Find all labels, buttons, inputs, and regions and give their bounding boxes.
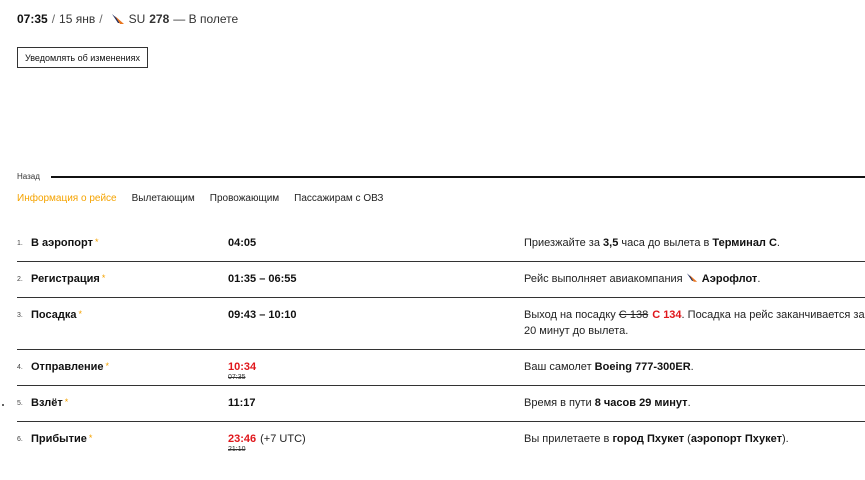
back-row bbox=[17, 171, 865, 183]
aeroflot-logo-icon bbox=[111, 13, 125, 25]
info-tabs bbox=[17, 193, 398, 204]
tab-departing[interactable]: Вылетающим bbox=[131, 193, 195, 204]
step-takeoff bbox=[17, 386, 865, 422]
step-number: 3. bbox=[17, 312, 23, 319]
step-number: 5. bbox=[17, 400, 23, 407]
step-number: 2. bbox=[17, 276, 23, 283]
divider bbox=[51, 176, 865, 178]
flight-steps-list bbox=[17, 226, 865, 462]
step-departure bbox=[17, 350, 865, 386]
step-number: 6. bbox=[17, 436, 23, 443]
step-info: Ваш самолет Boeing 777-300ER. bbox=[524, 361, 694, 373]
step-time: 11:17 bbox=[228, 397, 256, 409]
stray-dot bbox=[2, 404, 4, 406]
back-link[interactable]: Назад bbox=[17, 172, 40, 181]
step-registration bbox=[17, 262, 865, 298]
step-time: 23:46 (+7 UTC) bbox=[228, 433, 306, 445]
step-number: 4. bbox=[17, 364, 23, 371]
step-name: Прибытие * bbox=[31, 433, 93, 445]
step-old-time: 21:10 bbox=[228, 446, 246, 453]
notify-changes-button[interactable]: Уведомлять об изменениях bbox=[17, 47, 148, 68]
step-info: Приезжайте за 3,5 часа до вылета в Терминал C. bbox=[524, 237, 780, 249]
flight-header bbox=[17, 12, 238, 26]
step-name: В аэропорт * bbox=[31, 237, 99, 249]
header-separator: / bbox=[51, 12, 56, 26]
step-time: 09:43 – 10:10 bbox=[228, 309, 297, 321]
aeroflot-logo-icon bbox=[686, 272, 698, 283]
step-name: Отправление * bbox=[31, 361, 110, 373]
step-number: 1. bbox=[17, 240, 23, 247]
flight-number: 278 bbox=[149, 12, 170, 26]
step-info: Вы прилетаете в город Пхукет (аэропорт Пхукет). bbox=[524, 433, 789, 445]
step-time: 01:35 – 06:55 bbox=[228, 273, 297, 285]
step-boarding bbox=[17, 298, 865, 350]
flight-date: 15 янв bbox=[59, 12, 96, 26]
step-name: Взлёт * bbox=[31, 397, 69, 409]
step-arrival bbox=[17, 422, 865, 462]
step-old-time: 07:35 bbox=[228, 374, 246, 381]
step-name: Регистрация * bbox=[31, 273, 106, 285]
step-info: Выход на посадку C 138 C 134. Посадка на рейс заканчивается за 20 минут до вылета. bbox=[524, 309, 865, 337]
tab-reduced-mobility[interactable]: Пассажирам с ОВЗ bbox=[294, 193, 384, 204]
step-time: 04:05 bbox=[228, 237, 257, 249]
tab-flight-info[interactable]: Информация о рейсе bbox=[17, 193, 117, 204]
tab-seeing-off[interactable]: Провожающим bbox=[209, 193, 280, 204]
header-separator-2: / bbox=[99, 12, 103, 26]
step-to-airport bbox=[17, 226, 865, 262]
step-name: Посадка * bbox=[31, 309, 82, 321]
step-info: Время в пути 8 часов 29 минут. bbox=[524, 397, 691, 409]
step-time: 10:34 bbox=[228, 361, 257, 373]
current-time: 07:35 bbox=[17, 12, 48, 26]
flight-status: — В полете bbox=[173, 12, 239, 26]
step-info: Рейс выполняет авиакомпания Аэрофлот. bbox=[524, 273, 761, 285]
flight-prefix: SU bbox=[128, 12, 146, 26]
